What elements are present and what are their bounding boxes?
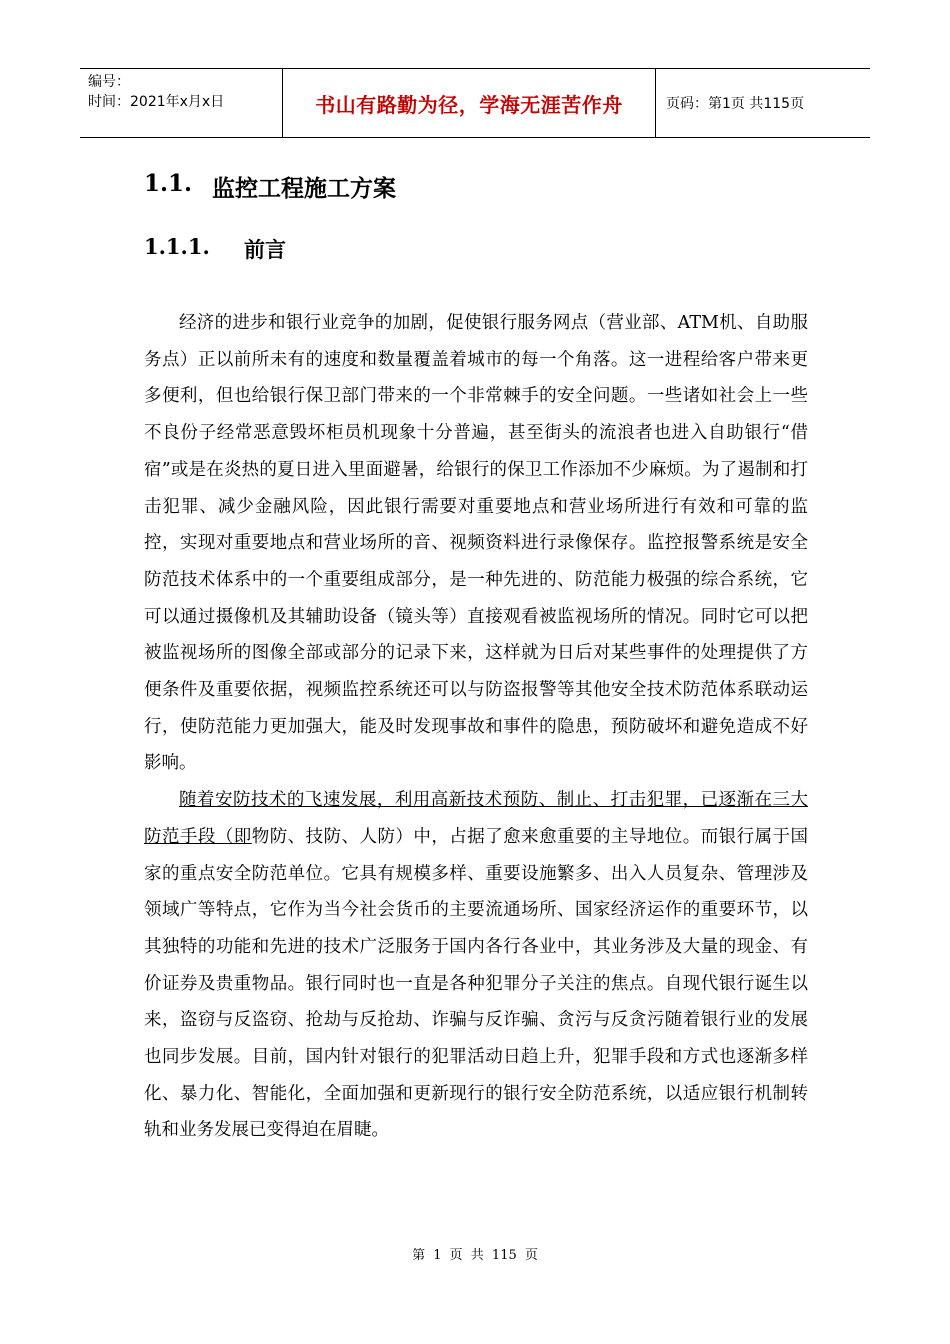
document-header [80, 68, 870, 138]
header-motto: 书山有路勤为径，学海无涯苦作舟 [282, 69, 656, 137]
subsection-heading [144, 234, 286, 264]
paragraph-2 [144, 782, 808, 1149]
section-title: 监控工程施工方案 [212, 175, 396, 202]
section-heading [144, 170, 396, 203]
section-number: 1.1. [144, 170, 193, 197]
serial-label: 编号： [88, 74, 130, 90]
body-text [144, 305, 808, 1149]
subsection-number: 1.1.1. [144, 234, 210, 259]
paragraph-1: 经济的进步和银行业竞争的加剧，促使银行服务网点（营业部、ATM机、自助服务点）正以前所未有的速度和数量覆盖着城市的每一个角落。这一进程给客户带来更多便利，但也给银行保卫部门带来的一个非常棘手的安全问题。一些诸如社会上一些不良份子经常恶意毁坏柜员机现象十分普遍，甚至街头的流浪者也进入自助银行“借宿”或是在炎热的夏日进入里面避暑，给银行的保卫工作添加不少麻烦。为了遏制和打击犯罪、减少金融风险，因此银行需要对重要地点和营业场所进行有效和可靠的监控，实现对重要地点和营业场所的音、视频资料进行录像保存。监控报警系统是安全防范技术体系中的一个重要组成部分，是一种先进的、防范能力极强的综合系统，它可以通过摄像机及其辅助设备（镜头等）直接观看被监视场所的情况。同时它可以把被监视场所的图像全部或部分的记录下来，这样就为日后对某些事件的处理提供了方便条件及重要依据，视频监控系统还可以与防盗报警等其他安全技术防范体系联动运行，使防范能力更加强大，能及时发现事故和事件的隐患，预防破坏和避免造成不好影响。 [144, 313, 808, 774]
subsection-title: 前言 [244, 237, 286, 262]
date-line: 时间：2021年x月x日 [88, 94, 225, 110]
paragraph-2-rest: 物防、技防、人防）中，占据了愈来愈重要的主导地位。而银行属于国家的重点安全防范单位。它具有规模多样、重要设施繁多、出入人员复杂、管理涉及领域广等特点，它作为当今社会货币的主要流通场所、国家经济运作的重要环节，以其独特的功能和先进的技术广泛服务于国内各行各业中，其业务涉及大量的现金、有价证券及贵重物品。银行同时也一直是各种犯罪分子关注的焦点。自现代银行诞生以来，盗窃与反盗窃、抢劫与反抢劫、诈骗与反诈骗、贪污与反贪污随着银行业的发展也同步发展。目前，国内针对银行的犯罪活动日趋上升，犯罪手段和方式也逐渐多样化、暴力化、智能化，全面加强和更新现行的银行安全防范系统，以适应银行机制转轨和业务发展已变得迫在眉睫。 [144, 826, 808, 1141]
header-meta [80, 69, 282, 137]
underlined-text: 随着安防技术的飞速发展，利用高新技术预防、制止、打击犯罪，已逐渐在三大防范手段（即 [144, 790, 808, 847]
header-page-info: 页码：第1页 共115页 [666, 96, 805, 112]
page-footer: 第 1 页 共 115 页 [412, 1248, 538, 1263]
